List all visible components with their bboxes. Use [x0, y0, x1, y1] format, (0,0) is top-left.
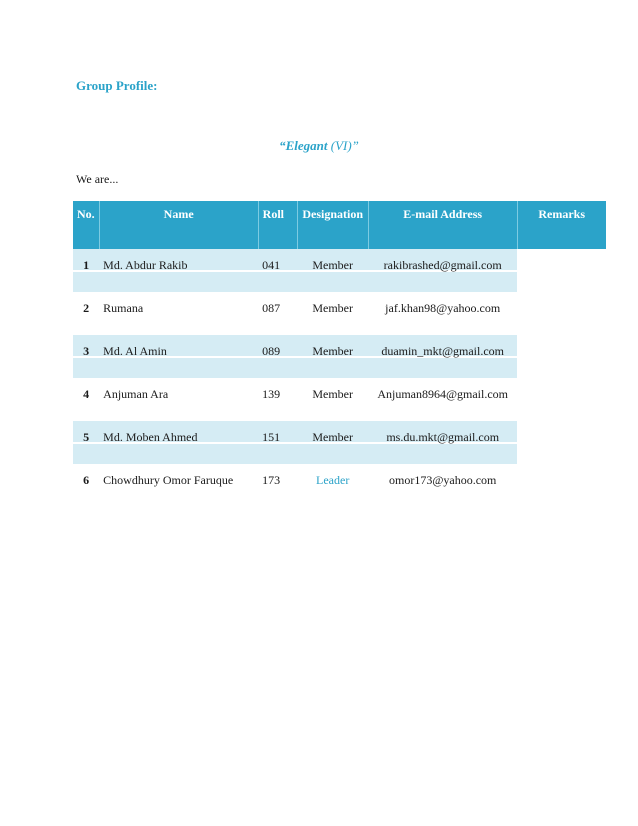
cell-email: duamin_mkt@gmail.com [368, 335, 517, 378]
table-row [73, 335, 606, 378]
cell-email: jaf.khan98@yahoo.com [385, 301, 501, 315]
cell-name: Anjuman Ara [103, 387, 169, 401]
cell-designation: Member [312, 301, 353, 315]
cell-email: rakibrashed@gmail.com [368, 249, 517, 292]
table-row [73, 249, 606, 292]
section-heading: Group Profile: [76, 78, 158, 93]
group-subtitle: (VI)” [330, 138, 359, 153]
header-email: E-mail Address [368, 201, 517, 249]
cell-no: 6 [83, 473, 90, 487]
header-roll: Roll [258, 201, 297, 249]
cell-designation: Member [297, 249, 368, 292]
cell-name: Chowdhury Omor Faruque [103, 473, 234, 487]
cell-email: Anjuman8964@gmail.com [377, 387, 509, 401]
intro-text: We are... [76, 172, 119, 186]
cell-designation: Member [297, 421, 368, 464]
cell-remarks [517, 378, 606, 421]
cell-name: Md. Moben Ahmed [99, 421, 258, 464]
cell-roll: 139 [262, 387, 281, 401]
cell-name: Md. Al Amin [99, 335, 258, 378]
group-name: “Elegant [279, 138, 328, 153]
cell-roll: 089 [258, 335, 297, 378]
cell-no: 3 [73, 335, 99, 378]
cell-remarks [517, 292, 606, 335]
cell-name: Rumana [103, 301, 144, 315]
members-table [73, 201, 606, 507]
cell-designation: Leader [316, 473, 350, 487]
cell-name: Md. Abdur Rakib [99, 249, 258, 292]
table-row [73, 464, 606, 507]
cell-remarks [517, 421, 606, 464]
table-row [73, 292, 606, 335]
table-header-row [73, 201, 606, 249]
table-row [73, 378, 606, 421]
header-no: No. [73, 201, 99, 249]
cell-remarks [517, 249, 606, 292]
table-row [73, 421, 606, 464]
cell-no: 4 [83, 387, 90, 401]
cell-email: omor173@yahoo.com [388, 473, 497, 487]
header-designation: Designation [297, 201, 368, 249]
cell-roll: 041 [258, 249, 297, 292]
group-title [0, 138, 638, 154]
cell-roll: 087 [262, 301, 281, 315]
cell-email: ms.du.mkt@gmail.com [368, 421, 517, 464]
cell-designation: Member [297, 335, 368, 378]
cell-remarks [517, 464, 606, 507]
cell-no: 2 [83, 301, 90, 315]
cell-no: 5 [73, 421, 99, 464]
cell-no: 1 [73, 249, 99, 292]
cell-roll: 173 [262, 473, 281, 487]
cell-designation: Member [312, 387, 353, 401]
cell-remarks [517, 335, 606, 378]
header-name: Name [99, 201, 258, 249]
cell-roll: 151 [258, 421, 297, 464]
header-remarks: Remarks [538, 207, 585, 221]
